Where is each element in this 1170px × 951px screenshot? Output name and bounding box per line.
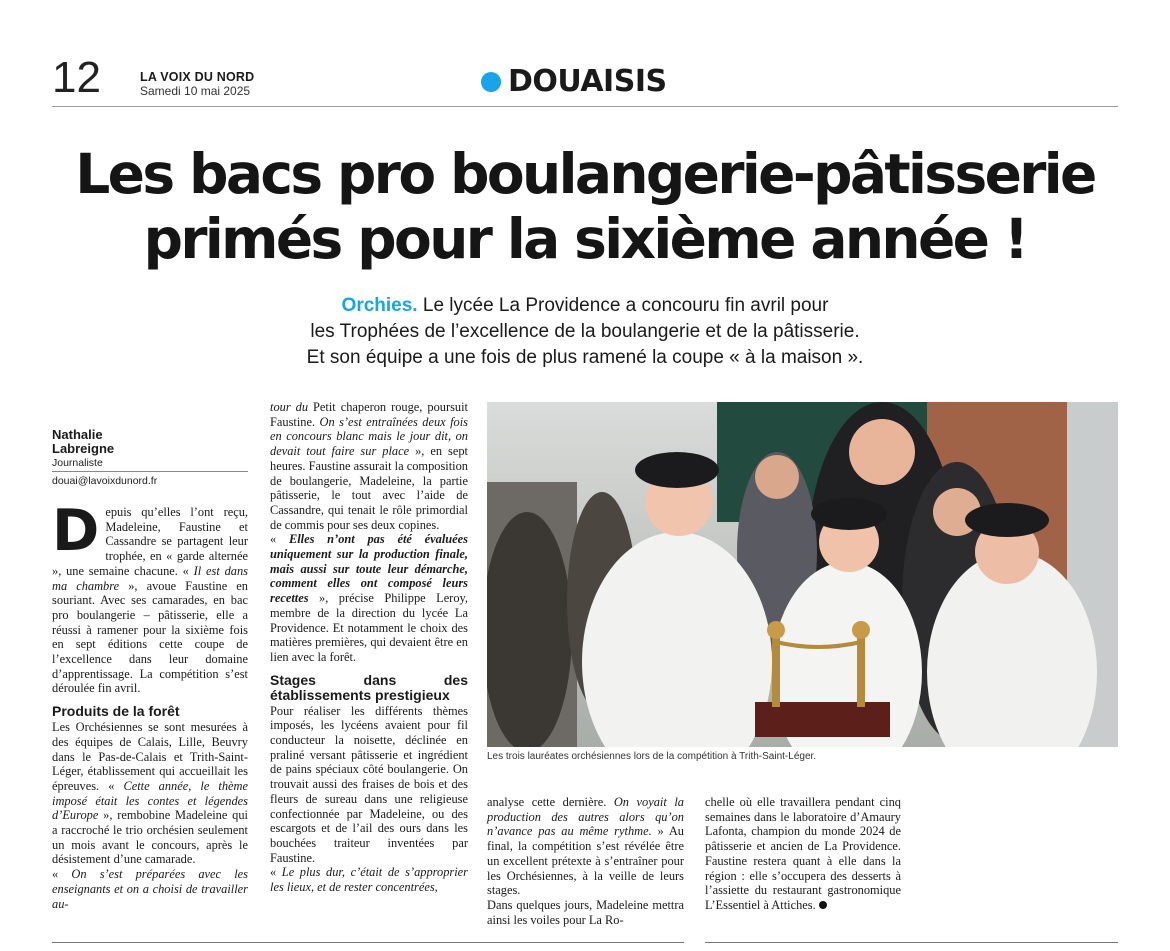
section-label: DOUAISIS bbox=[508, 64, 667, 99]
header-divider bbox=[52, 106, 1118, 107]
author-last-name: Labreigne bbox=[52, 441, 115, 456]
end-of-article-icon bbox=[819, 901, 827, 909]
headline-line-1: Les bacs pro boulangerie-pâtisserie bbox=[75, 142, 1095, 206]
paragraph: Dans quelques jours, Madeleine mettra ainsi les voiles pour La Ro- bbox=[487, 897, 684, 927]
article-column-2 bbox=[270, 400, 468, 895]
paragraph: « On s’est préparées avec les enseignants et on a choisi de travailler au- bbox=[52, 867, 248, 911]
article-headline bbox=[30, 142, 1140, 272]
section-title bbox=[481, 64, 667, 100]
page-number: 12 bbox=[52, 53, 101, 102]
author-first-name: Nathalie bbox=[52, 427, 103, 442]
lead-line-1: Le lycée La Providence a concouru fin avril pour bbox=[417, 295, 829, 316]
lead-location: Orchies. bbox=[341, 295, 418, 316]
lead-line-2: les Trophées de l’excellence de la boulangerie et de la pâtisserie. bbox=[310, 321, 860, 342]
paragraph: analyse cette dernière. On voyait la production des autres alors qu’on n’avance pas au même rythme. » Au final, la compétition s’est révélée être un excellent prétexte à s’entraîner pour les Orchésiennes, à la veille de leurs stages. bbox=[487, 795, 684, 898]
paragraph: « Le plus dur, c’était de s’approprier les lieux, et de rester concentrées, bbox=[270, 865, 468, 895]
photo-caption: Les trois lauréates orchésiennes lors de la compétition à Trith-Saint-Léger. bbox=[487, 751, 817, 762]
subheading-forest: Produits de la forêt bbox=[52, 703, 180, 720]
article-lead bbox=[200, 293, 970, 371]
headline-line-2: primés pour la sixième année ! bbox=[143, 207, 1027, 271]
paragraph: Pour réaliser les différents thèmes imposés, les lycéens avaient pour fil conducteur la noisette, déclinée en praliné versant pâtisserie et ingrédient de pains spéciaux côté boulangerie. On trouvait aussi des fraises de bois et des fleurs de sureau dans une religieuse confectionnée par Madeleine, ou des escargots et de l’ail des ours dans les bouchées traiteur inventées par Faustine. bbox=[270, 703, 468, 865]
author-role: Journaliste bbox=[52, 457, 248, 472]
author-byline bbox=[52, 428, 248, 487]
article-column-1 bbox=[52, 498, 249, 911]
paragraph: « Elles n’ont pas été évaluées uniquement sur la production finale, mais aussi sur toute leur démarche, comment elles ont composé leurs recettes », précise Philippe Leroy, membre de la direction du lycée La Providence. Et notamment le choix des matières premières, qui devaient être en lien avec la forêt. bbox=[270, 532, 468, 664]
article-column-4 bbox=[705, 795, 901, 913]
paragraph: Les Orchésiennes se sont mesurées à des équipes de Calais, Lille, Beuvry dans le Pas-de-Calais et Trith-Saint-Léger, établissement qui accueillait les épreuves. « Cette année, le thème imposé était les contes et légendes d’Europe », rembobine Madeleine qui a raccroché le trio orchésien seulement un mois avant le concours, après le désistement d’une camarade. bbox=[52, 720, 248, 867]
author-email[interactable]: douai@lavoixdunord.fr bbox=[52, 475, 158, 487]
section-dot-icon bbox=[481, 72, 501, 92]
subheading-internships: Stages dans des établissements prestigieux bbox=[270, 671, 468, 703]
paragraph: tour du Petit chaperon rouge, poursuit Faustine. On s’est entraînées deux fois en concours blanc mais le jour dit, on devait tout faire sur place », en sept heures. Faustine assurait la composition de boulangerie, Madeleine, la partie pâtisserie, le tout avec l’aide de Cassandre, qui tenait le rôle primordial de commis pour ses deux copines. bbox=[270, 400, 468, 532]
footer-divider-right bbox=[705, 942, 1118, 943]
issue-date: Samedi 10 mai 2025 bbox=[140, 84, 251, 98]
article-photo bbox=[487, 402, 1118, 747]
drop-cap: D bbox=[52, 498, 100, 564]
paragraph: Depuis qu’elles l’ont reçu, Madeleine, Faustine et Cassandre se partagent leur trophée, en « garde alternée », une semaine chacune. « Il est dans ma chambre », avoue Faustine en souriant. Avec ses camarades, en bac pro boulangerie – pâtisserie, elle a réussi à ramener pour la sixième fois en sept éditions cette coupe de l’excellence dans leur domaine d’apprentissage. La compétition s’est déroulée fin avril. bbox=[52, 498, 249, 696]
article-column-3 bbox=[487, 795, 684, 927]
newspaper-name: LA VOIX DU NORD bbox=[140, 70, 255, 84]
footer-divider-left bbox=[52, 942, 684, 943]
lead-line-3: Et son équipe a une fois de plus ramené la coupe « à la maison ». bbox=[306, 347, 864, 368]
paragraph: chelle où elle travaillera pendant cinq semaines dans le laboratoire d’Amaury Lafonta, champion du monde 2024 de pâtisserie et ancien de La Providence. Faustine restera quant à elle dans la région : elle s’occupera des desserts à l’assiette du restaurant gastronomique L’Essentiel à Attiches. bbox=[705, 795, 901, 912]
